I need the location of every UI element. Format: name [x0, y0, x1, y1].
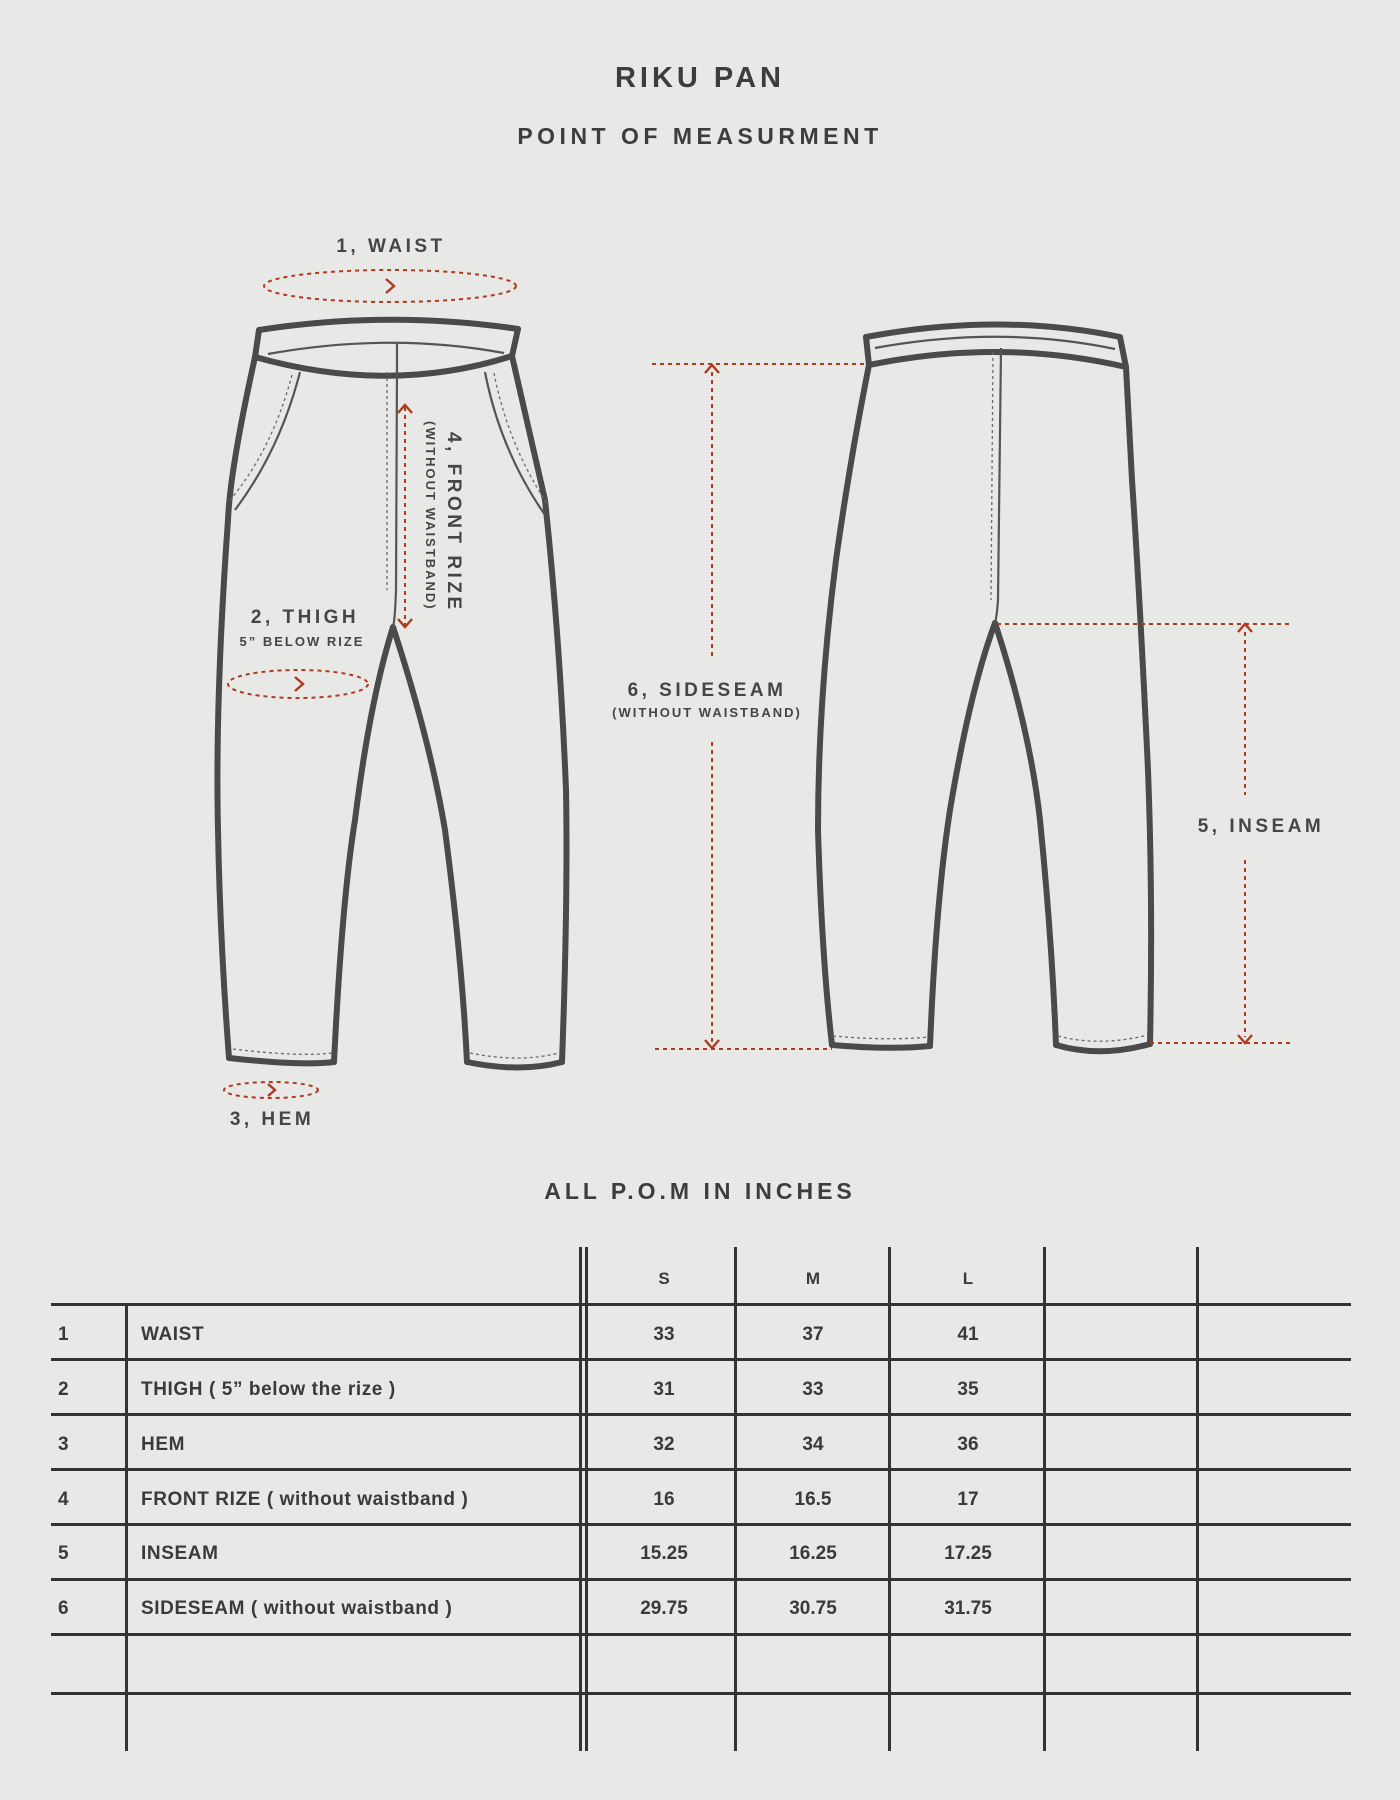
table-rule: [51, 1523, 1351, 1526]
row-2-m: 33: [802, 1379, 824, 1400]
row-3-name: HEM: [141, 1434, 186, 1455]
row-6-s: 29.75: [640, 1598, 688, 1619]
table-rule: [51, 1578, 1351, 1581]
table-rule: [585, 1247, 588, 1751]
front-rize-sublabel: (WITHOUT WAISTBAND): [423, 421, 438, 611]
table-rule: [1196, 1247, 1199, 1751]
table-rule: [125, 1303, 128, 1751]
row-3-l: 36: [957, 1434, 979, 1455]
table-rule: [51, 1303, 1351, 1306]
sideseam-measure: [612, 364, 866, 1049]
table-rule: [51, 1692, 1351, 1695]
table-rule: [51, 1633, 1351, 1636]
table-rule: [51, 1413, 1351, 1416]
row-6-name: SIDESEAM ( without waistband ): [141, 1598, 453, 1619]
hem-label: 3, HEM: [229, 1109, 315, 1130]
row-6-l: 31.75: [944, 1598, 992, 1619]
row-4-name: FRONT RIZE ( without waistband ): [141, 1489, 469, 1510]
row-5-name: INSEAM: [141, 1543, 219, 1564]
row-5-s: 15.25: [640, 1543, 688, 1564]
row-4-num: 4: [58, 1489, 69, 1510]
waist-label: 1, WAIST: [336, 236, 446, 257]
waist-measure: [264, 236, 516, 302]
row-6-m: 30.75: [789, 1598, 837, 1619]
row-3-num: 3: [58, 1434, 69, 1455]
units-caption: ALL P.O.M IN INCHES: [544, 1178, 856, 1204]
table-rule: [734, 1247, 737, 1751]
size-header-l: L: [962, 1269, 974, 1288]
row-1-s: 33: [653, 1324, 675, 1345]
front-rize-label: 4, FRONT RIZE: [443, 432, 464, 613]
table-rule: [888, 1247, 891, 1751]
table-rule: [579, 1247, 582, 1751]
table-rule: [1043, 1247, 1046, 1751]
hem-measure: [224, 1082, 318, 1130]
row-5-num: 5: [58, 1543, 69, 1564]
row-3-s: 32: [653, 1434, 675, 1455]
thigh-measure: [228, 607, 368, 698]
row-4-s: 16: [653, 1489, 675, 1510]
back-pant-drawing: [818, 325, 1151, 1052]
row-1-name: WAIST: [141, 1324, 205, 1345]
row-2-name: THIGH ( 5” below the rize ): [141, 1379, 396, 1400]
row-1-num: 1: [58, 1324, 69, 1345]
front-pant-drawing: [217, 320, 566, 1068]
size-header-s: S: [658, 1269, 670, 1288]
row-2-num: 2: [58, 1379, 69, 1400]
thigh-label: 2, THIGH: [250, 607, 360, 628]
row-4-l: 17: [957, 1489, 979, 1510]
row-2-s: 31: [653, 1379, 675, 1400]
row-2-l: 35: [957, 1379, 979, 1400]
row-1-l: 41: [957, 1324, 979, 1345]
inseam-measure: [997, 624, 1324, 1043]
row-6-num: 6: [58, 1598, 69, 1619]
row-3-m: 34: [802, 1434, 824, 1455]
row-5-m: 16.25: [789, 1543, 837, 1564]
row-5-l: 17.25: [944, 1543, 992, 1564]
row-4-m: 16.5: [794, 1489, 832, 1510]
sideseam-label: 6, SIDESEAM: [627, 680, 787, 701]
sideseam-sublabel: (WITHOUT WAISTBAND): [612, 705, 802, 720]
size-header-m: M: [805, 1269, 821, 1288]
row-1-m: 37: [802, 1324, 824, 1345]
page-subtitle: POINT OF MEASURMENT: [517, 123, 883, 149]
inseam-label: 5, INSEAM: [1197, 816, 1325, 837]
front-rize-measure: [398, 405, 464, 627]
table-rule: [51, 1468, 1351, 1471]
page-title: RIKU PAN: [614, 62, 786, 94]
thigh-sublabel: 5” BELOW RIZE: [239, 634, 365, 649]
table-rule: [51, 1358, 1351, 1361]
